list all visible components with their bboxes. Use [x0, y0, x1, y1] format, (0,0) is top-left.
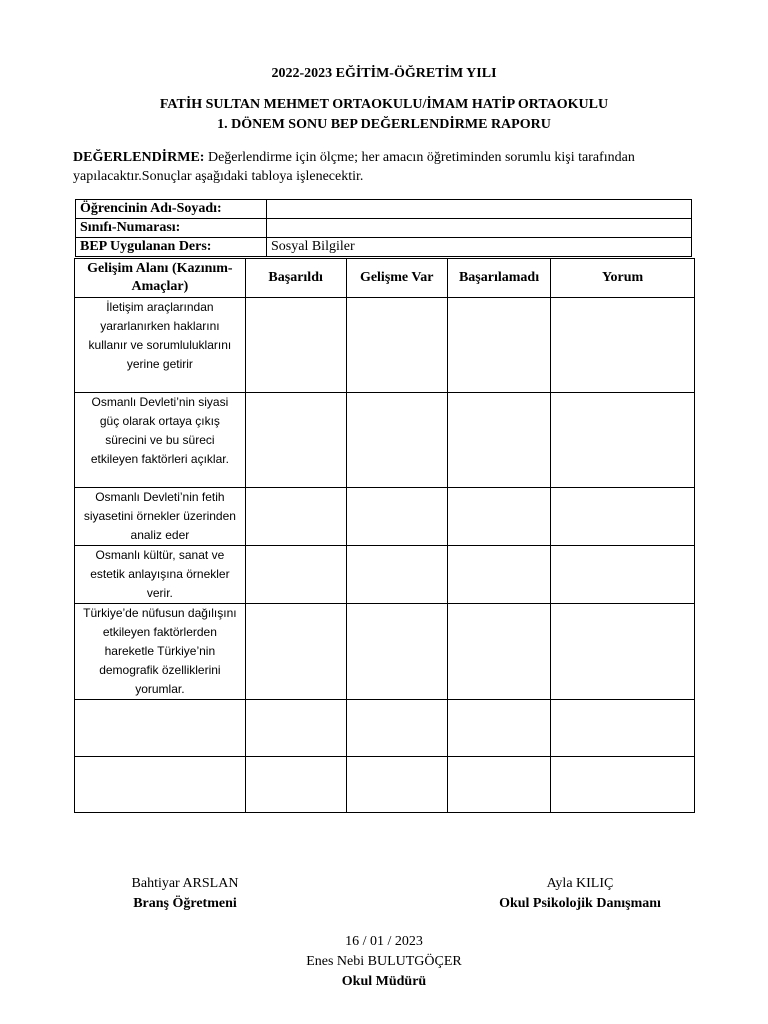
principal-name: Enes Nebi BULUTGÖÇER	[306, 954, 462, 969]
not-achieved-cell[interactable]	[447, 546, 550, 604]
evaluation-paragraph	[73, 148, 699, 186]
not-achieved-cell[interactable]	[447, 298, 550, 393]
student-class-label: Sınıfı-Numarası:	[76, 219, 267, 238]
evaluation-table	[74, 258, 695, 813]
comment-cell[interactable]	[551, 488, 695, 546]
column-header-comment: Yorum	[551, 259, 695, 298]
not-achieved-cell[interactable]	[447, 604, 550, 700]
achieved-cell[interactable]	[245, 546, 346, 604]
column-header-achieved: Başarıldı	[245, 259, 346, 298]
table-row	[75, 604, 695, 700]
course-value[interactable]: Sosyal Bilgiler	[267, 238, 692, 257]
objective-cell[interactable]	[75, 700, 246, 757]
column-header-development-area: Gelişim Alanı (Kazınım-Amaçlar)	[75, 259, 246, 298]
school-name-title: FATİH SULTAN MEHMET ORTAOKULU/İMAM HATİP ORTAOKULU	[159, 97, 609, 112]
achieved-cell[interactable]	[245, 488, 346, 546]
objective-cell: Osmanlı Devleti’nin fetih siyasetini örnekler üzerinden analiz eder	[75, 488, 246, 546]
principal-role: Okul Müdürü	[341, 974, 427, 989]
not-achieved-cell[interactable]	[447, 393, 550, 488]
comment-cell[interactable]	[551, 757, 695, 813]
column-header-progressing: Gelişme Var	[346, 259, 447, 298]
achieved-cell[interactable]	[245, 700, 346, 757]
objective-cell: İletişim araçlarından yararlanırken haklarını kullanır ve sorumluluklarını yerine getirir	[75, 298, 246, 393]
progressing-cell[interactable]	[346, 393, 447, 488]
objective-cell[interactable]	[75, 757, 246, 813]
course-row	[76, 238, 692, 257]
table-row	[75, 700, 695, 757]
evaluation-label: DEĞERLENDİRME:	[73, 150, 205, 165]
progressing-cell[interactable]	[346, 546, 447, 604]
not-achieved-cell[interactable]	[447, 488, 550, 546]
achieved-cell[interactable]	[245, 393, 346, 488]
achieved-cell[interactable]	[245, 757, 346, 813]
course-label: BEP Uygulanan Ders:	[76, 238, 267, 257]
principal-signature-block	[234, 932, 534, 992]
report-date: 16 / 01 / 2023	[345, 934, 423, 949]
teacher-signature-block	[100, 874, 270, 914]
table-row	[75, 393, 695, 488]
student-class-row	[76, 219, 692, 238]
student-class-value[interactable]	[267, 219, 692, 238]
evaluation-text: Değerlendirme için ölçme; her amacın öğretiminden sorumlu kişi tarafından yapılacaktır.Sonuçlar aşağıdaki tabloya işlenecektir.	[73, 150, 635, 184]
progressing-cell[interactable]	[346, 488, 447, 546]
table-row	[75, 757, 695, 813]
student-info-table	[75, 199, 692, 257]
teacher-name: Bahtiyar ARSLAN	[131, 876, 239, 891]
evaluation-table-header	[75, 259, 695, 298]
report-title: 1. DÖNEM SONU BEP DEĞERLENDİRME RAPORU	[217, 117, 551, 132]
comment-cell[interactable]	[551, 604, 695, 700]
student-name-value[interactable]	[267, 200, 692, 219]
not-achieved-cell[interactable]	[447, 757, 550, 813]
objective-cell: Türkiye’de nüfusun dağılışını etkileyen faktörlerden hareketle Türkiye’nin demografik özelliklerini yorumlar.	[75, 604, 246, 700]
not-achieved-cell[interactable]	[447, 700, 550, 757]
comment-cell[interactable]	[551, 546, 695, 604]
progressing-cell[interactable]	[346, 700, 447, 757]
column-header-not-achieved: Başarılamadı	[447, 259, 550, 298]
student-name-row	[76, 200, 692, 219]
comment-cell[interactable]	[551, 393, 695, 488]
objective-cell: Osmanlı kültür, sanat ve estetik anlayışına örnekler verir.	[75, 546, 246, 604]
comment-cell[interactable]	[551, 298, 695, 393]
progressing-cell[interactable]	[346, 757, 447, 813]
table-row	[75, 546, 695, 604]
progressing-cell[interactable]	[346, 604, 447, 700]
table-row	[75, 488, 695, 546]
comment-cell[interactable]	[551, 700, 695, 757]
teacher-role: Branş Öğretmeni	[133, 896, 237, 911]
counselor-role: Okul Psikolojik Danışmanı	[499, 896, 661, 911]
achieved-cell[interactable]	[245, 604, 346, 700]
document-year-title: 2022-2023 EĞİTİM-ÖĞRETİM YILI	[271, 66, 497, 81]
student-name-label: Öğrencinin Adı-Soyadı:	[76, 200, 267, 219]
counselor-name: Ayla KILIÇ	[546, 876, 614, 891]
achieved-cell[interactable]	[245, 298, 346, 393]
table-row	[75, 298, 695, 393]
progressing-cell[interactable]	[346, 298, 447, 393]
counselor-signature-block	[470, 874, 690, 914]
objective-cell: Osmanlı Devleti’nin siyasi güç olarak ortaya çıkış sürecini ve bu süreci etkileyen faktörleri açıklar.	[75, 393, 246, 488]
